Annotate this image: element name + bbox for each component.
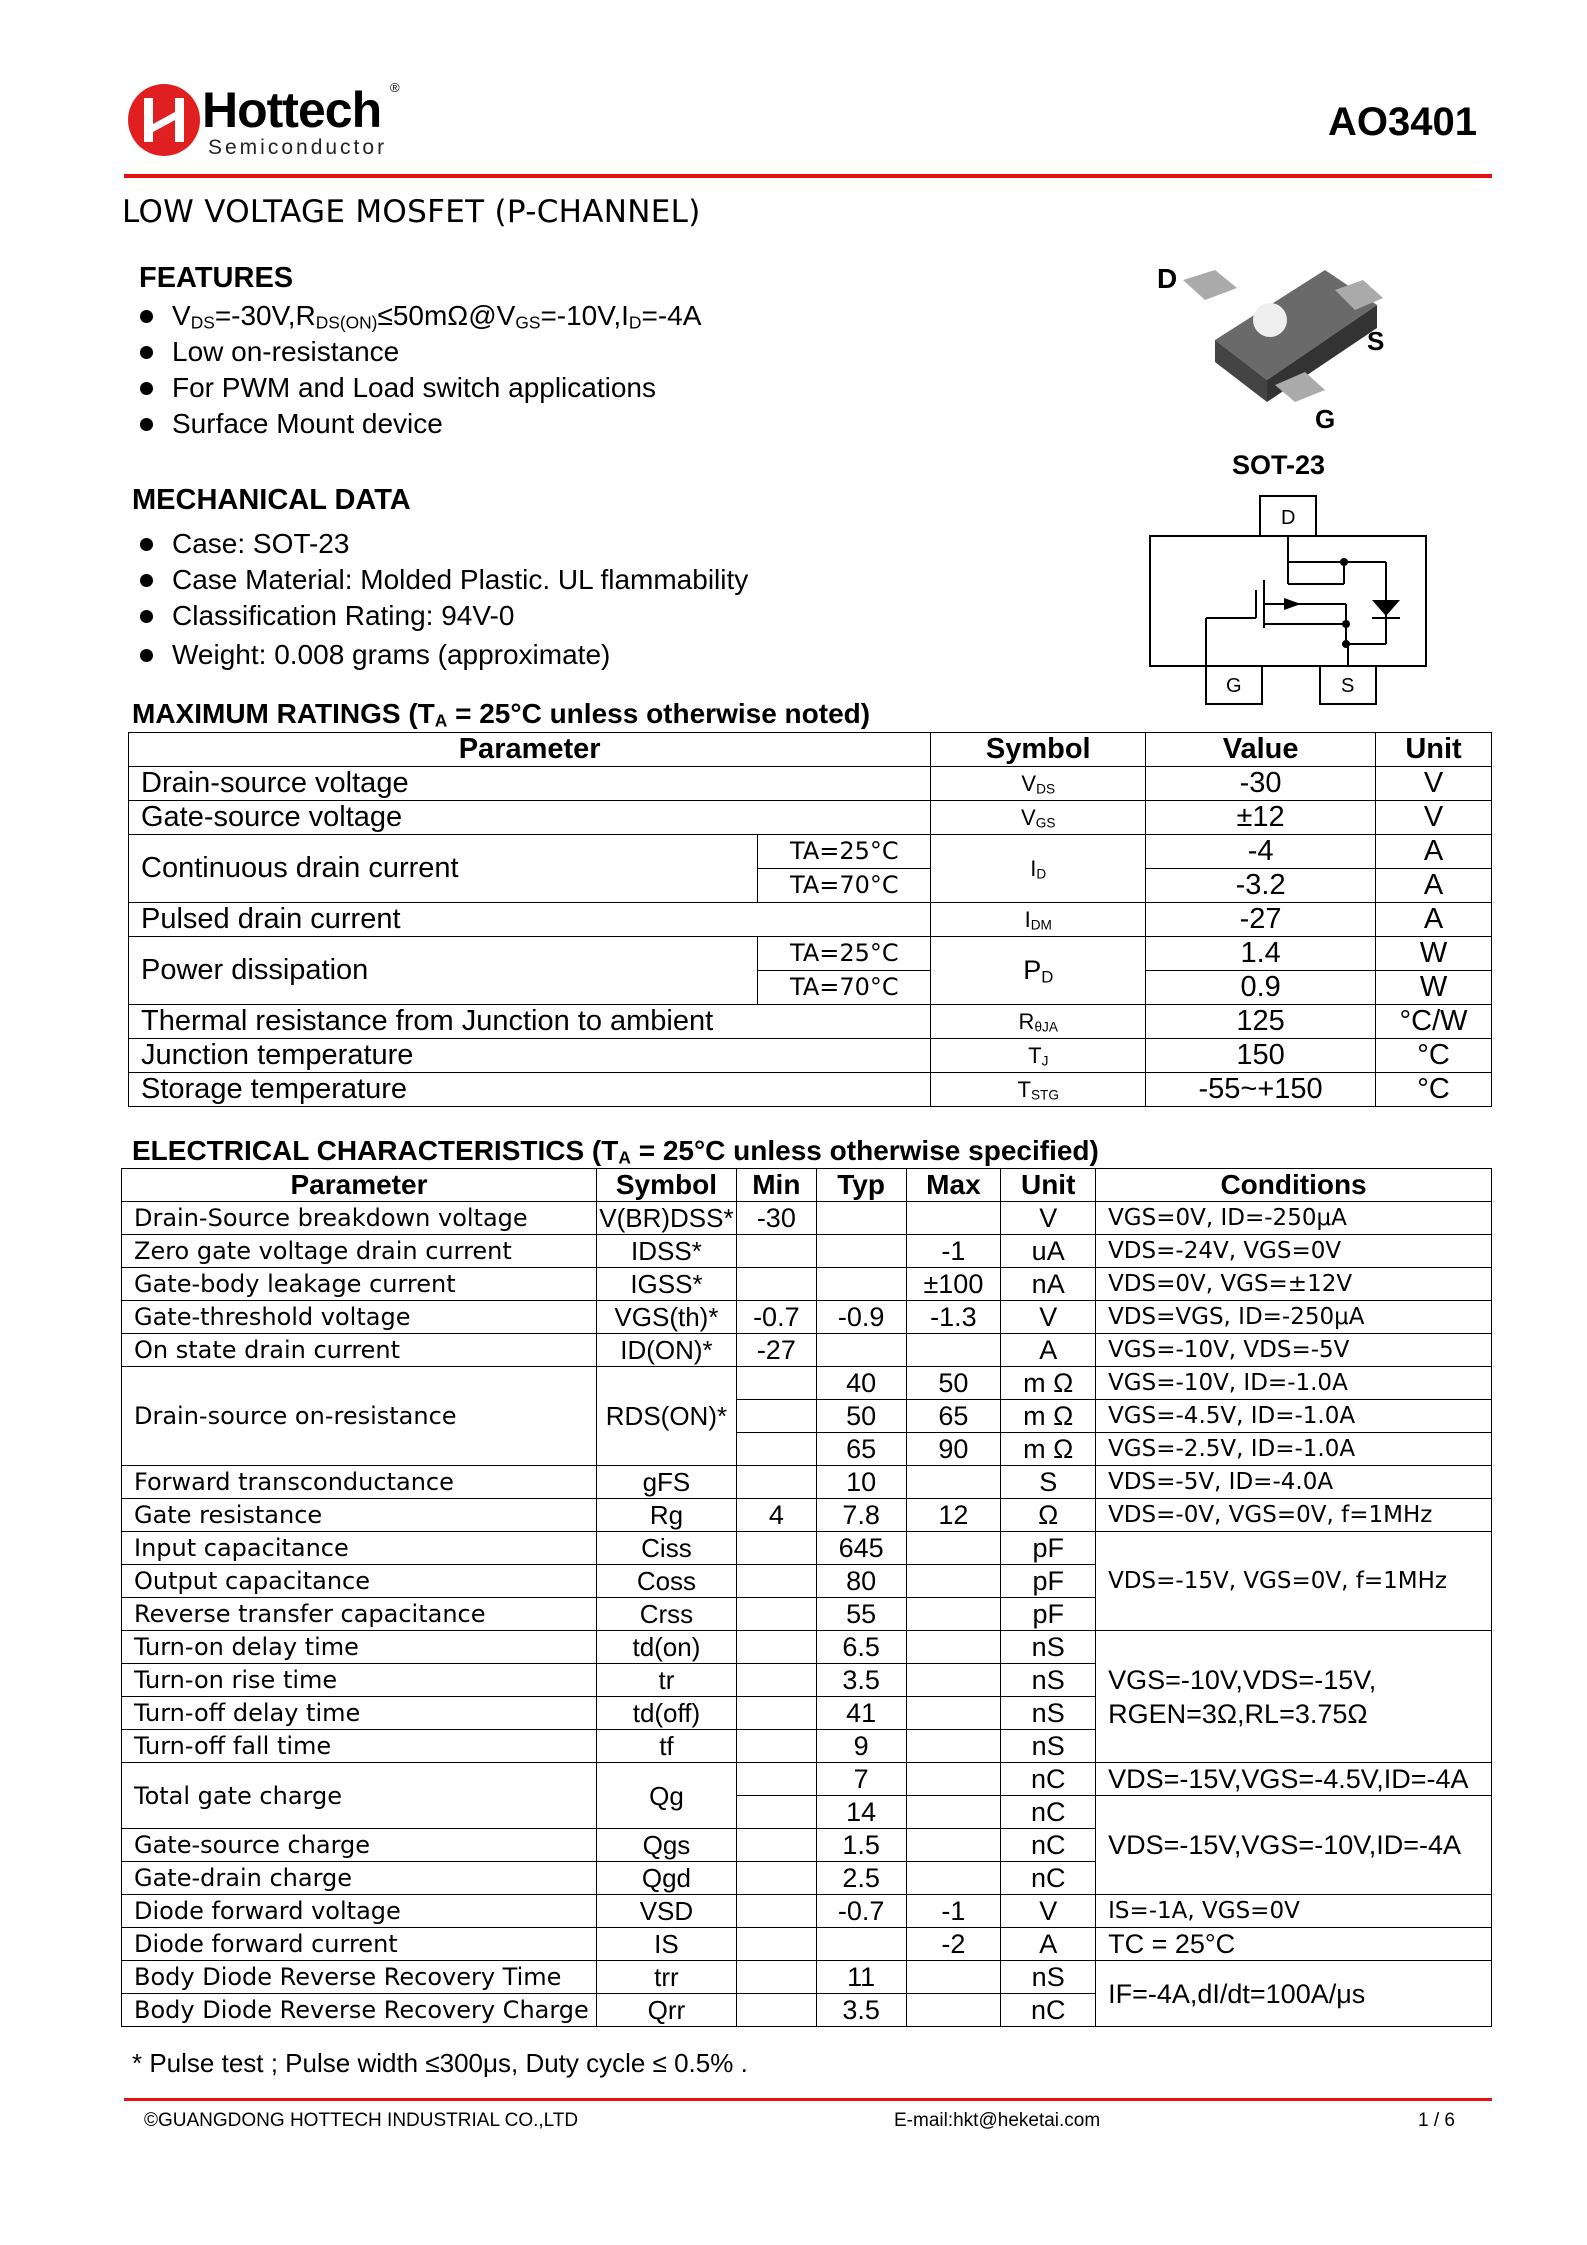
table-row: Turn-on delay time td(on) 6.5 nS VGS=-10V,VDS=-15V, RGEN=3Ω,RL=3.75Ω: [122, 1631, 1492, 1664]
table-row: 14 nC VDS=-15V,VGS=-10V,ID=-4A: [122, 1796, 1492, 1829]
electrical-table: [121, 1168, 1492, 2027]
logo-mark-icon: [128, 84, 200, 156]
mechanical-item: Case: SOT-23: [132, 526, 748, 562]
header-divider: [124, 174, 1492, 178]
table-row: Turn-off fall time tf 9 nS: [122, 1730, 1492, 1763]
table-row: Junction temperature $T_J$ 150 °C: [129, 1039, 1492, 1073]
max-ratings-title: MAXIMUM RATINGS ($T_A = 25^\circ C$ unless otherwise noted): [132, 698, 871, 731]
switching-condition-1: VGS=-10V,VDS=-15V,: [1108, 1664, 1377, 1695]
brand-logo: [128, 80, 418, 165]
table-row: Continuous drain current TA=25°C $I_D$ -4 A: [129, 835, 1492, 869]
footnote: * Pulse test ; Pulse width ≤300μs, Duty cycle ≤ 0.5% .: [132, 2048, 748, 2078]
table-row: Zero gate voltage drain current IDSS* -1 uA VDS=-24V, VGS=0V: [122, 1235, 1492, 1268]
registered-mark: ®: [390, 80, 400, 95]
document-subtitle: LOW VOLTAGE MOSFET (P-CHANNEL): [122, 194, 701, 230]
package-label: SOT-23: [1232, 450, 1326, 480]
table-row: Gate-drain charge Qgd 2.5 nC: [122, 1862, 1492, 1895]
part-number: AO3401: [1328, 100, 1477, 144]
feature-item: Low on-resistance: [132, 334, 701, 370]
mechanical-item: Classification Rating: 94V-0: [132, 598, 748, 634]
table-row: Gate-source voltage $V_{GS}$ ±12 V: [129, 801, 1492, 835]
table-header-row: Parameter Symbol Min Typ Max Unit Conditions: [122, 1169, 1492, 1202]
table-row: Total gate charge Qg 7 nC VDS=-15V,VGS=-4.5V,ID=-4A: [122, 1763, 1492, 1796]
schematic-g-label: G: [1226, 675, 1242, 697]
mechanical-item: Weight: 0.008 grams (approximate): [132, 637, 748, 673]
footer-divider: [124, 2098, 1492, 2101]
table-row: Forward transconductance gFS 10 S VDS=-5V, ID=-4.0A: [122, 1466, 1492, 1499]
table-row: Power dissipation TA=25°C $P_D$ 1.4 W: [129, 937, 1492, 971]
package-pin-g-label: G: [1315, 404, 1336, 430]
table-row: 50 65 m Ω VGS=-4.5V, ID=-1.0A: [122, 1400, 1492, 1433]
table-row: Gate resistance Rg 4 7.8 12 Ω VDS=-0V, VGS=0V, f=1MHz: [122, 1499, 1492, 1532]
table-row: Pulsed drain current $I_{DM}$ -27 A: [129, 903, 1492, 937]
table-row: Drain-source voltage $V_{DS}$ -30 V: [129, 767, 1492, 801]
table-row: Body Diode Reverse Recovery Time trr 11 nS IF=-4A,dI/dt=100A/μs: [122, 1961, 1492, 1994]
table-row: 65 90 m Ω VGS=-2.5V, ID=-1.0A: [122, 1433, 1492, 1466]
table-row: Diode forward voltage VSD -0.7 -1 V IS=-1A, VGS=0V: [122, 1895, 1492, 1928]
electrical-title: ELECTRICAL CHARACTERISTICS ($T_A = 25^\circ C$ unless otherwise specified): [132, 1135, 1099, 1168]
footer-company: ©GUANGDONG HOTTECH INDUSTRIAL CO.,LTD: [144, 2110, 579, 2131]
package-pin-s-label: S: [1367, 326, 1385, 356]
feature-item: $V_{DS}=-30V,R_{DS(ON)}\le 50m\Omega@V_{GS}=-10V,I_D=-4A$: [132, 298, 701, 334]
table-row: TA=70°C 0.9 W: [129, 971, 1492, 1005]
table-row: Turn-off delay time td(off) 41 nS: [122, 1697, 1492, 1730]
package-pin-d-label: D: [1157, 263, 1178, 294]
table-row: Drain-source on-resistance RDS(ON)* 40 50 m Ω VGS=-10V, ID=-1.0A: [122, 1367, 1492, 1400]
package-logo-icon: [1253, 303, 1287, 337]
table-row: Gate-source charge Qgs 1.5 nC: [122, 1829, 1492, 1862]
table-row: Drain-Source breakdown voltage V(BR)DSS* -30 V VGS=0V, ID=-250μA: [122, 1202, 1492, 1235]
table-row: Output capacitance Coss 80 pF: [122, 1565, 1492, 1598]
package-image: [1155, 250, 1385, 430]
switching-condition-2: RGEN=3Ω,RL=3.75Ω: [1108, 1698, 1368, 1729]
footer-email: E-mail:hkt@heketai.com: [894, 2110, 1101, 2131]
feature-item: Surface Mount device: [132, 406, 701, 442]
table-row: Storage temperature $T_{STG}$ -55~+150 °C: [129, 1073, 1492, 1107]
table-header-row: Parameter Symbol Value Unit: [129, 733, 1492, 767]
table-row: Gate-threshold voltage VGS(th)* -0.7 -0.9 -1.3 V VDS=VGS, ID=-250μA: [122, 1301, 1492, 1334]
table-row: Gate-body leakage current IGSS* ±100 nA VDS=0V, VGS=±12V: [122, 1268, 1492, 1301]
schematic-diagram: [1146, 494, 1431, 712]
schematic-s-label: S: [1341, 675, 1355, 697]
features-list: [132, 298, 701, 442]
table-row: On state drain current ID(ON)* -27 A VGS=-10V, VDS=-5V: [122, 1334, 1492, 1367]
table-row: Thermal resistance from Junction to ambient $R_{\theta JA}$ 125 °C/W: [129, 1005, 1492, 1039]
mechanical-item: Case Material: Molded Plastic. UL flammability: [132, 562, 748, 598]
max-ratings-table: [128, 732, 1492, 1107]
brand-subtitle: Semiconductor: [208, 136, 388, 159]
table-row: Reverse transfer capacitance Crss 55 pF: [122, 1598, 1492, 1631]
table-row: Input capacitance Ciss 645 pF VDS=-15V, VGS=0V, f=1MHz: [122, 1532, 1492, 1565]
schematic-d-label: D: [1281, 507, 1296, 529]
table-row: TA=70°C -3.2 A: [129, 869, 1492, 903]
feature-item: For PWM and Load switch applications: [132, 370, 701, 406]
table-row: Turn-on rise time tr 3.5 nS: [122, 1664, 1492, 1697]
footer-page-number: 1 / 6: [1418, 2110, 1455, 2131]
table-row: Body Diode Reverse Recovery Charge Qrr 3.5 nC: [122, 1994, 1492, 2027]
brand-name: Hottech: [202, 82, 382, 138]
mechanical-list: [132, 526, 748, 673]
mechanical-title: MECHANICAL DATA: [132, 484, 411, 516]
table-row: Diode forward current IS -2 A TC = 25°C: [122, 1928, 1492, 1961]
features-title: FEATURES: [139, 262, 294, 294]
